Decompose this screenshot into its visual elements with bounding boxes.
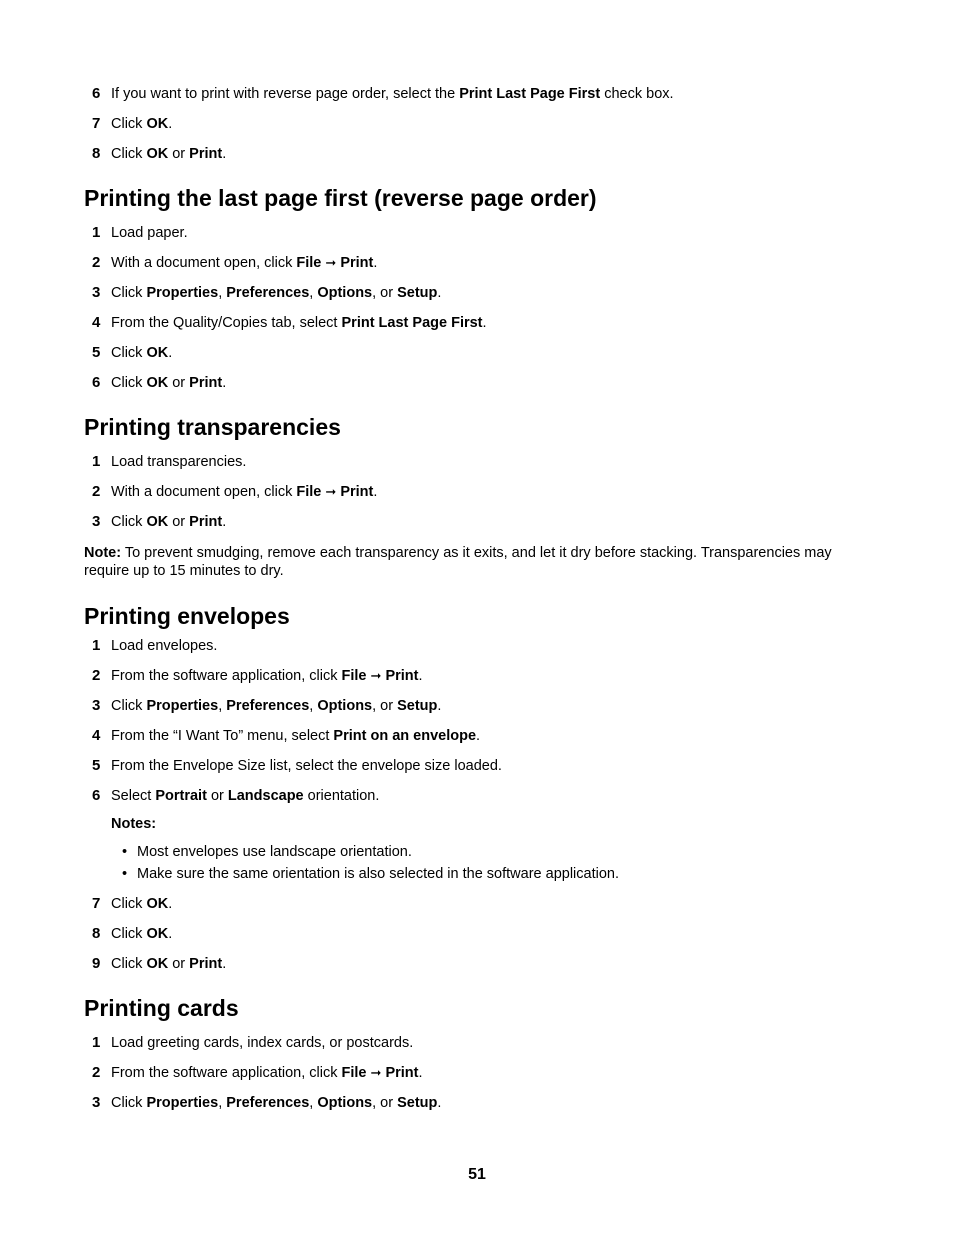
- step-text: Click Properties, Preferences, Options, or Setup.: [111, 1095, 442, 1111]
- step-item: [84, 1093, 874, 1123]
- step-number: 2: [92, 667, 101, 684]
- step-item: [84, 894, 874, 924]
- step-number: 6: [92, 85, 101, 102]
- step-item: [84, 1063, 874, 1093]
- arrow-right-icon: ➞: [370, 1065, 382, 1080]
- step-item: [84, 482, 874, 512]
- step-text: Click OK.: [111, 116, 173, 132]
- step-text: Click OK or Print.: [111, 956, 227, 972]
- step-item: [84, 924, 874, 954]
- step-number: 1: [92, 224, 101, 241]
- section-heading-reverse: Printing the last page first (reverse page order): [84, 185, 597, 211]
- bullet-text: Make sure the same orientation is also selected in the software application.: [137, 866, 619, 882]
- step-number: 2: [92, 1064, 101, 1081]
- step-text: From the software application, click File ➞ Print.: [111, 668, 423, 684]
- step-text: Select Portrait or Landscape orientation.: [111, 788, 380, 804]
- list-item: [84, 864, 874, 886]
- step-text: With a document open, click File ➞ Print.: [111, 255, 378, 271]
- step-number: 2: [92, 483, 101, 500]
- note-label: Note:: [84, 545, 122, 561]
- step-number: 3: [92, 513, 101, 530]
- step-text: Load greeting cards, index cards, or postcards.: [111, 1035, 414, 1051]
- arrow-right-icon: ➞: [325, 484, 337, 499]
- bullet-icon: •: [122, 866, 128, 882]
- step-number: 3: [92, 1094, 101, 1111]
- bullet-icon: •: [122, 844, 128, 860]
- step-item: [84, 666, 874, 696]
- step-item: [84, 253, 874, 283]
- step-number: 7: [92, 895, 101, 912]
- step-text: With a document open, click File ➞ Print.: [111, 484, 378, 500]
- step-text: Click OK.: [111, 345, 173, 361]
- step-item: [84, 726, 874, 756]
- step-number: 6: [92, 787, 101, 804]
- step-text: Click OK or Print.: [111, 375, 227, 391]
- step-text: Click OK.: [111, 926, 173, 942]
- notes-label: Notes:: [111, 816, 157, 832]
- step-text: Load transparencies.: [111, 454, 247, 470]
- step-item: [84, 144, 874, 174]
- section-heading-cards: Printing cards: [84, 995, 239, 1021]
- step-text: Click OK or Print.: [111, 514, 227, 530]
- step-number: 1: [92, 637, 101, 654]
- page-number: 51: [468, 1166, 486, 1183]
- arrow-right-icon: ➞: [370, 668, 382, 683]
- step-number: 3: [92, 284, 101, 301]
- notes-list: [84, 842, 874, 886]
- step-text: Load paper.: [111, 225, 188, 241]
- step-text: Click Properties, Preferences, Options, or Setup.: [111, 698, 442, 714]
- step-number: 5: [92, 344, 101, 361]
- step-text: Click OK.: [111, 896, 173, 912]
- step-text: If you want to print with reverse page order, select the Print Last Page First check box.: [111, 86, 674, 102]
- step-item: [84, 954, 874, 984]
- step-item: [84, 84, 874, 114]
- step-number: 1: [92, 453, 101, 470]
- note-paragraph: [84, 544, 864, 580]
- section-heading-transparencies: Printing transparencies: [84, 414, 341, 440]
- step-number: 4: [92, 727, 101, 744]
- step-text: Load envelopes.: [111, 638, 218, 654]
- step-text: From the “I Want To” menu, select Print on an envelope.: [111, 728, 481, 744]
- step-item: [84, 373, 874, 403]
- step-number: 9: [92, 955, 101, 972]
- bullet-text: Most envelopes use landscape orientation.: [137, 844, 412, 860]
- step-item: [84, 114, 874, 144]
- step-item: [84, 512, 874, 542]
- step-item: [84, 1033, 874, 1063]
- step-item: [84, 636, 874, 666]
- step-item: [84, 283, 874, 313]
- step-item: [84, 452, 874, 482]
- step-number: 6: [92, 374, 101, 391]
- step-number: 2: [92, 254, 101, 271]
- step-text: From the Quality/Copies tab, select Print Last Page First.: [111, 315, 487, 331]
- section-heading-envelopes: Printing envelopes: [84, 603, 290, 629]
- step-text: From the software application, click File ➞ Print.: [111, 1065, 423, 1081]
- step-number: 8: [92, 145, 101, 162]
- step-item: [84, 223, 874, 253]
- document-page: [84, 84, 874, 1123]
- step-text: From the Envelope Size list, select the envelope size loaded.: [111, 758, 502, 774]
- arrow-right-icon: ➞: [325, 255, 337, 270]
- step-item: [84, 343, 874, 373]
- step-item: [84, 696, 874, 726]
- step-item: [84, 756, 874, 786]
- step-text: Click OK or Print.: [111, 146, 227, 162]
- step-number: 4: [92, 314, 101, 331]
- step-number: 5: [92, 757, 101, 774]
- step-number: 8: [92, 925, 101, 942]
- step-item: [84, 313, 874, 343]
- intro-steps: [84, 84, 874, 174]
- step-number: 7: [92, 115, 101, 132]
- step-item: [84, 786, 874, 816]
- list-item: [84, 842, 874, 864]
- step-text: Click Properties, Preferences, Options, or Setup.: [111, 285, 442, 301]
- note-text: To prevent smudging, remove each transparency as it exits, and let it dry before stacking. Transparencies may require up to 15 minutes to dry.: [84, 545, 832, 579]
- step-number: 1: [92, 1034, 101, 1051]
- step-number: 3: [92, 697, 101, 714]
